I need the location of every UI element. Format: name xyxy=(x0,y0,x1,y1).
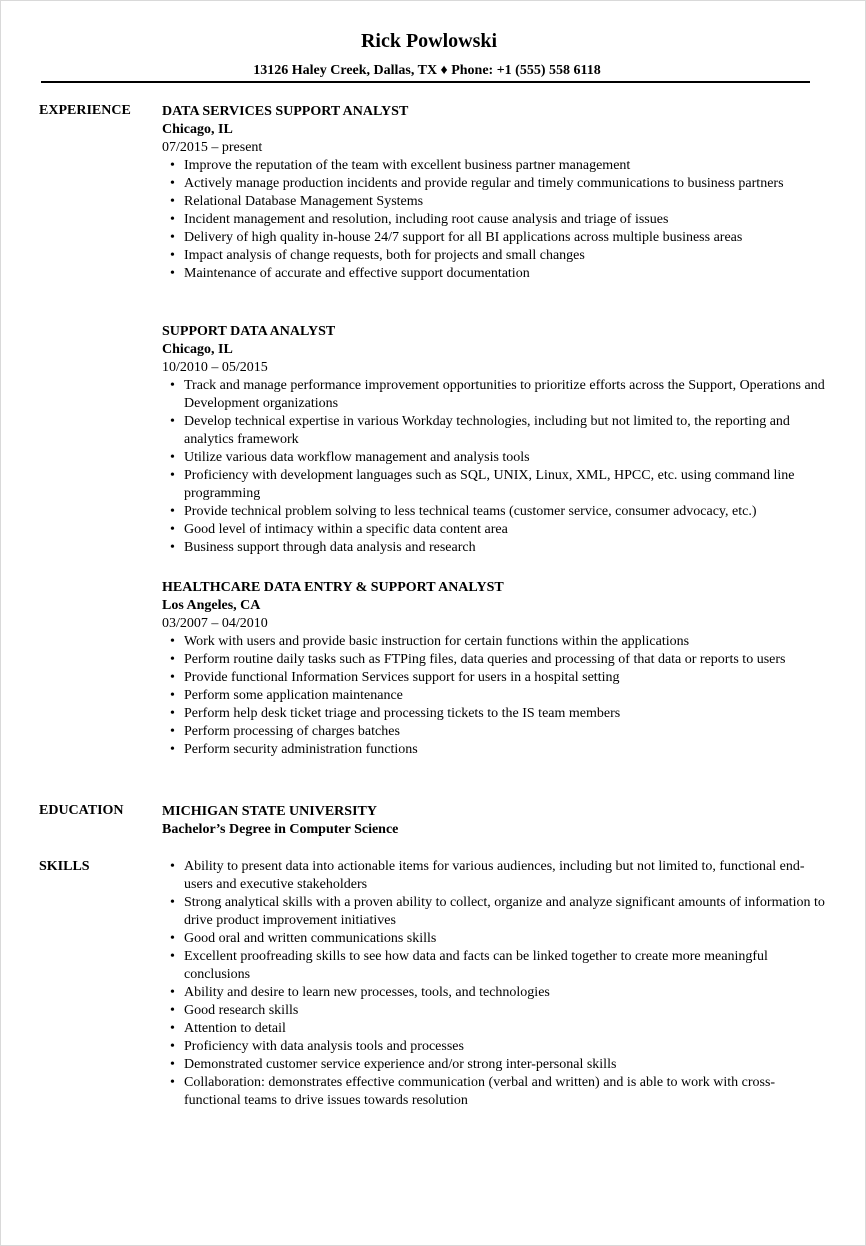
list-item: • Incident management and resolution, including root cause analysis and triage of issues xyxy=(162,211,827,229)
contact-line: 13126 Haley Creek, Dallas, TX ♦ Phone: +1 (555) 558 6118 xyxy=(253,63,601,78)
skills-bullets xyxy=(162,858,827,1110)
list-item: • Relational Database Management Systems xyxy=(162,193,827,211)
list-item: • Good oral and written communications skills xyxy=(162,930,827,948)
job-dates: 10/2010 – 05/2015 xyxy=(162,360,268,375)
list-item: • Impact analysis of change requests, both for projects and small changes xyxy=(162,247,827,265)
job-dates: 07/2015 – present xyxy=(162,140,263,155)
list-item: • Provide technical problem solving to less technical teams (customer service, consumer advocacy, etc.) xyxy=(162,503,827,521)
candidate-name: Rick Powlowski xyxy=(360,30,498,52)
list-item: • Perform some application maintenance xyxy=(162,687,827,705)
school-name: MICHIGAN STATE UNIVERSITY xyxy=(162,804,377,819)
list-item: • Proficiency with development languages such as SQL, UNIX, Linux, XML, HPCC, etc. using command line programming xyxy=(162,467,827,503)
list-item: • Collaboration: demonstrates effective communication (verbal and written) and is able to work with cross-functional teams to drive issues towards resolution xyxy=(162,1074,827,1110)
list-item: • Work with users and provide basic instruction for certain functions within the applications xyxy=(162,633,827,651)
list-item: • Proficiency with data analysis tools and processes xyxy=(162,1038,827,1056)
job-bullets xyxy=(162,377,827,557)
list-item: • Track and manage performance improvement opportunities to prioritize efforts across the Support, Operations and Development organizations xyxy=(162,377,827,413)
job-bullets xyxy=(162,157,827,283)
job-entry xyxy=(162,103,827,283)
list-item: • Ability and desire to learn new processes, tools, and technologies xyxy=(162,984,827,1002)
education-label: EDUCATION xyxy=(39,803,124,818)
list-item: • Provide functional Information Services support for users in a hospital setting xyxy=(162,669,827,687)
list-item: • Ability to present data into actionable items for various audiences, including but not limited to, functional end-users and executive stakeholders xyxy=(162,858,827,894)
list-item: • Attention to detail xyxy=(162,1020,827,1038)
job-entry xyxy=(162,579,827,759)
header-divider xyxy=(41,81,810,83)
list-item: • Perform security administration functions xyxy=(162,741,827,759)
list-item: • Good research skills xyxy=(162,1002,827,1020)
list-item: • Perform processing of charges batches xyxy=(162,723,827,741)
list-item: • Utilize various data workflow management and analysis tools xyxy=(162,449,827,467)
list-item: • Develop technical expertise in various Workday technologies, including but not limited to, the reporting and analytics framework xyxy=(162,413,827,449)
degree: Bachelor’s Degree in Computer Science xyxy=(162,822,399,837)
list-item: • Excellent proofreading skills to see how data and facts can be linked together to create more meaningful conclusions xyxy=(162,948,827,984)
list-item: • Improve the reputation of the team with excellent business partner management xyxy=(162,157,827,175)
job-location: Chicago, IL xyxy=(162,342,233,357)
list-item: • Actively manage production incidents and provide regular and timely communications to business partners xyxy=(162,175,827,193)
job-bullets xyxy=(162,633,827,759)
job-location: Los Angeles, CA xyxy=(162,598,261,613)
job-dates: 03/2007 – 04/2010 xyxy=(162,616,268,631)
list-item: • Maintenance of accurate and effective support documentation xyxy=(162,265,827,283)
job-title: DATA SERVICES SUPPORT ANALYST xyxy=(162,104,409,119)
list-item: • Strong analytical skills with a proven ability to collect, organize and analyze significant amounts of information to drive product improvement initiatives xyxy=(162,894,827,930)
list-item: • Delivery of high quality in-house 24/7 support for all BI applications across multiple business areas xyxy=(162,229,827,247)
list-item: • Perform routine daily tasks such as FTPing files, data queries and processing of that data or reports to users xyxy=(162,651,827,669)
job-location: Chicago, IL xyxy=(162,122,233,137)
skills-entry xyxy=(162,858,827,1110)
skills-label: SKILLS xyxy=(39,859,90,874)
list-item: • Perform help desk ticket triage and processing tickets to the IS team members xyxy=(162,705,827,723)
job-title: SUPPORT DATA ANALYST xyxy=(162,324,336,339)
list-item: • Good level of intimacy within a specific data content area xyxy=(162,521,827,539)
education-entry xyxy=(162,803,827,839)
experience-label: EXPERIENCE xyxy=(39,103,131,118)
list-item: • Demonstrated customer service experience and/or strong inter-personal skills xyxy=(162,1056,827,1074)
job-title: HEALTHCARE DATA ENTRY & SUPPORT ANALYST xyxy=(162,580,504,595)
job-entry xyxy=(162,323,827,557)
list-item: • Business support through data analysis and research xyxy=(162,539,827,557)
